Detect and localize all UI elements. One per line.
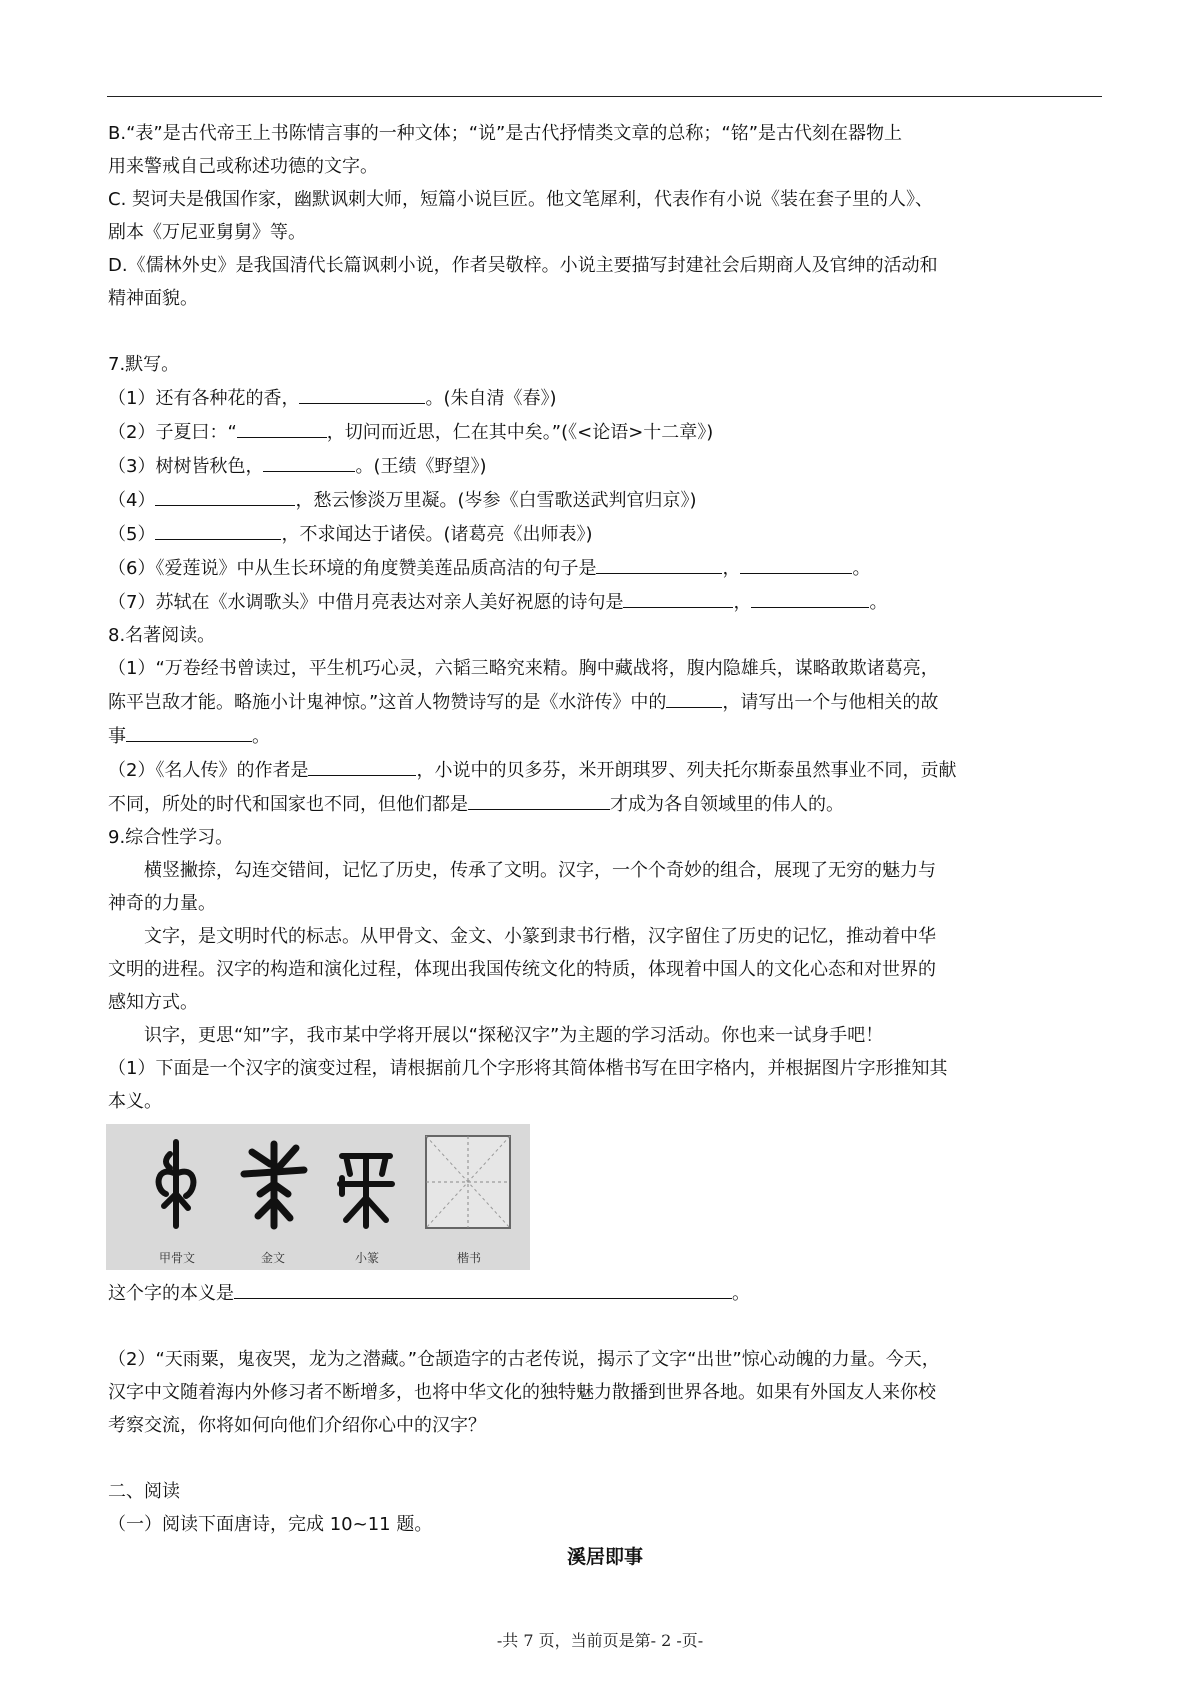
question-9-1-answer: 这个字的本义是 。 [108, 1276, 1102, 1310]
question-8-1-line2: 陈平岂敌才能。略施小计鬼神惊。”这首人物赞诗写的是《水浒传》中的 ，请写出一个与他相关的故 [108, 685, 1102, 719]
option-b-line1: B.“表”是古代帝王上书陈情言事的一种文体；“说”是古代抒情类文章的总称；“铭”是古代刻在器物上 [108, 123, 903, 144]
answer-blank[interactable] [468, 787, 610, 810]
question-7-4: （4） ，愁云惨淡万里凝。(岑参《白雪歌送武判官归京》) [108, 483, 1102, 517]
question-9-title: 9.综合性学习。 [108, 827, 234, 848]
oracle-bone-glyph [126, 1134, 226, 1234]
question-7-3: （3）树树皆秋色， 。(王绩《野望》) [108, 449, 1102, 483]
answer-blank[interactable] [155, 483, 295, 506]
question-7-7: （7）苏轼在《水调歌头》中借月亮表达对亲人美好祝愿的诗句是 ， 。 [108, 585, 1102, 619]
caption-seal: 小篆 [354, 1251, 379, 1265]
option-c-line2: 剧本《万尼亚舅舅》等。 [108, 222, 306, 243]
answer-blank[interactable] [623, 585, 733, 608]
answer-blank[interactable] [740, 551, 852, 574]
question-7-5: （5） ，不求闻达于诸侯。(诸葛亮《出师表》) [108, 517, 1102, 551]
question-9-1-line2: 本义。 [108, 1091, 162, 1112]
small-seal-glyph [316, 1134, 416, 1234]
answer-blank[interactable] [234, 1276, 732, 1299]
question-8-title: 8.名著阅读。 [108, 625, 216, 646]
caption-bronze: 金文 [260, 1251, 285, 1265]
question-9-2-line2: 汉字中文随着海内外修习者不断增多，也将中华文化的独特魅力散播到世界各地。如果有外国友人来你校 [108, 1382, 936, 1403]
header-rule [107, 96, 1102, 97]
section-2-title: 二、阅读 [108, 1481, 180, 1502]
paragraph-3: 识字，更思“知”字，我市某中学将开展以“探秘汉字”为主题的学习活动。你也来一试身手吧！ [144, 1025, 884, 1046]
bronze-glyph [224, 1134, 324, 1234]
question-8-1-line3: 事 。 [108, 719, 1102, 753]
tian-grid-box[interactable] [420, 1130, 516, 1234]
answer-blank[interactable] [596, 551, 722, 574]
answer-blank[interactable] [155, 517, 281, 540]
question-9-2-line3: 考察交流，你将如何向他们介绍你心中的汉字？ [108, 1415, 486, 1436]
paragraph-2-line2: 文明的进程。汉字的构造和演化过程，体现出我国传统文化的特质，体现着中国人的文化心态和对世界的 [108, 959, 936, 980]
paragraph-1-line1: 横竖撇捺，勾连交错间，记忆了历史，传承了文明。汉字，一个个奇妙的组合，展现了无穷的魅力与 [144, 860, 936, 881]
character-evolution-figure [106, 1124, 530, 1270]
answer-blank[interactable] [308, 753, 416, 776]
option-d-line1: D.《儒林外史》是我国清代长篇讽刺小说，作者吴敬梓。小说主要描写封建社会后期商人及官绅的活动和 [108, 255, 938, 276]
answer-blank[interactable] [751, 585, 869, 608]
answer-blank[interactable] [299, 381, 425, 404]
page-content [108, 117, 1102, 1574]
answer-blank[interactable] [126, 719, 252, 742]
answer-blank[interactable] [237, 415, 327, 438]
paragraph-2-line1: 文字，是文明时代的标志。从甲骨文、金文、小篆到隶书行楷，汉字留住了历史的记忆，推动着中华 [144, 926, 936, 947]
question-9-1-line1: （1）下面是一个汉字的演变过程，请根据前几个字形将其简体楷书写在田字格内，并根据图片字形推知其 [108, 1058, 948, 1079]
option-d-line2: 精神面貌。 [108, 288, 198, 309]
paragraph-2-line3: 感知方式。 [108, 992, 198, 1013]
option-c-line1: C. 契诃夫是俄国作家，幽默讽刺大师，短篇小说巨匠。他文笔犀利，代表作有小说《装在套子里的人》、 [108, 189, 934, 210]
option-b-line2: 用来警戒自己或称述功德的文字。 [108, 156, 378, 177]
poem-title: 溪居即事 [566, 1546, 643, 1568]
question-7-2: （2）子夏曰：“ ，切问而近思，仁在其中矣。”(《<论语>十二章》) [108, 415, 1102, 449]
answer-blank[interactable] [263, 449, 355, 472]
question-7-1: （1）还有各种花的香， 。(朱自清《春》) [108, 381, 1102, 415]
caption-regular: 楷书 [456, 1251, 481, 1265]
question-7-title: 7.默写。 [108, 354, 180, 375]
question-8-1-line1: （1）“万卷经书曾读过，平生机巧心灵，六韬三略究来精。胸中藏战将，腹内隐雄兵，谋略敢欺诸葛亮， [108, 658, 939, 679]
question-9-2-line1: （2）“天雨粟，鬼夜哭，龙为之潜藏。”仓颉造字的古老传说，揭示了文字“出世”惊心动魄的力量。今天， [108, 1349, 940, 1370]
caption-oracle: 甲骨文 [158, 1251, 195, 1265]
question-8-2-line1: （2）《名人传》的作者是 ，小说中的贝多芬，米开朗琪罗、列夫托尔斯泰虽然事业不同，贡献 [108, 753, 1102, 787]
section-2-1-instruction: （一）阅读下面唐诗，完成 10~11 题。 [108, 1514, 433, 1535]
page-footer: -共 7 页，当前页是第- 2 -页- [496, 1631, 704, 1650]
answer-blank[interactable] [666, 685, 722, 708]
question-7-6: （6）《爱莲说》中从生长环境的角度赞美莲品质高洁的句子是 ， 。 [108, 551, 1102, 585]
paragraph-1-line2: 神奇的力量。 [108, 893, 216, 914]
question-8-2-line2: 不同，所处的时代和国家也不同，但他们都是 才成为各自领域里的伟人的。 [108, 787, 1102, 821]
